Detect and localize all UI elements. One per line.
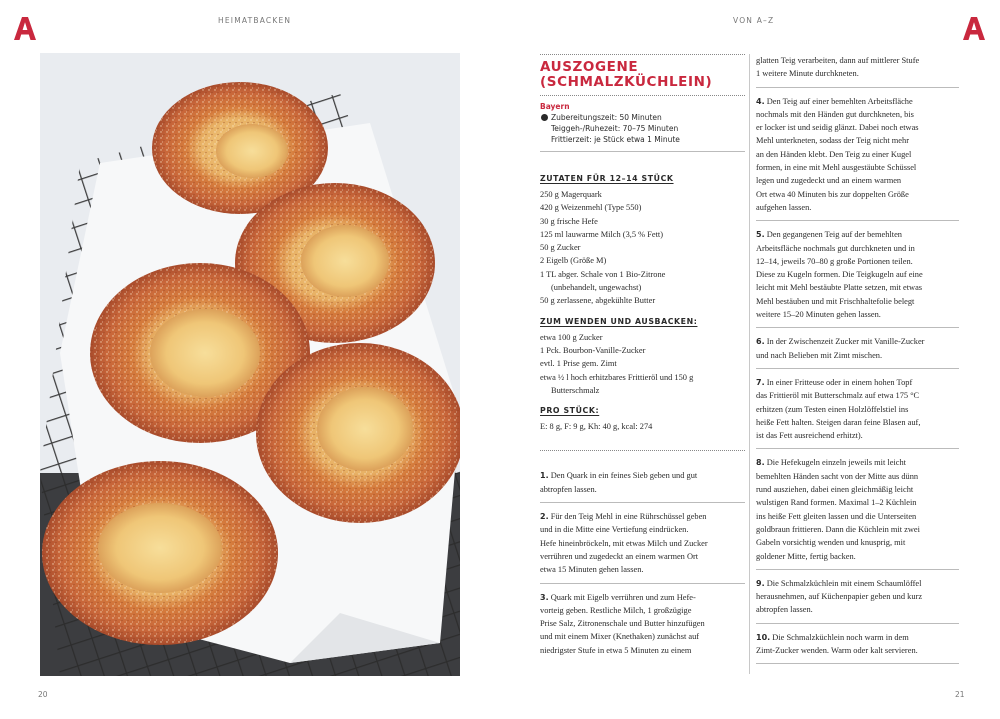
publisher-logo-icon bbox=[14, 16, 36, 40]
ingredients-heading: ZUTATEN FÜR 12–14 STÜCK bbox=[540, 174, 674, 183]
list-item: 1 Pck. Bourbon-Vanille-Zucker bbox=[540, 345, 646, 355]
clock-icon bbox=[541, 114, 548, 121]
step-2: 2. Für den Teig Mehl in eine Rührschüssel geben und in die Mitte eine Vertiefung eindrücken. Hefe hineinbröckeln, mit etwas Milch und Zucker verrühren und zugedeckt an einem warmen Ort etwa 15 Minuten gehen lassen. bbox=[540, 512, 708, 575]
divider bbox=[540, 583, 745, 584]
divider bbox=[756, 220, 959, 221]
column-separator bbox=[749, 54, 750, 674]
step-1: 1. Den Quark in ein feines Sieb geben und gut abtropfen lassen. bbox=[540, 471, 698, 494]
running-head-left: HEIMATBACKEN bbox=[218, 16, 292, 25]
nutrition-values: E: 8 g, F: 9 g, Kh: 40 g, kcal: 274 bbox=[540, 422, 653, 432]
list-item: 30 g frische Hefe bbox=[540, 216, 598, 226]
recipe-region: Bayern bbox=[540, 102, 570, 111]
step-9: 9. Die Schmalzküchlein mit einem Schaumlöffel herausnehmen, auf Küchenpapier geben und kurz abtropfen lassen. bbox=[756, 578, 923, 615]
list-item: 1 TL abger. Schale von 1 Bio-Zitrone bbox=[540, 269, 666, 279]
list-item: 50 g Zucker bbox=[540, 243, 581, 253]
coating-heading: ZUM WENDEN UND AUSBACKEN: bbox=[540, 316, 698, 326]
step-3: 3. Quark mit Eigelb verrühren und zum Hefe- vorteig geben. Restliche Milch, 1 großzügige Prise Salz, Zitronenschale und Butter hinzufügen und mit einem Mixer (Knethaken) zunächst auf niedrigster Stufe in etwa 5 Minuten zu einem bbox=[540, 592, 705, 655]
recipe-times: Zubereitungszeit: 50 Minuten Teiggeh-/Ruhezeit: 70–75 Minuten Frittierzeit: je Stück etwa 1 Minute bbox=[540, 112, 745, 145]
divider bbox=[756, 663, 959, 664]
divider bbox=[540, 502, 745, 503]
doughnut-photo-illustration bbox=[40, 53, 460, 676]
divider bbox=[756, 623, 959, 624]
step-4: 4. Den Teig auf einer bemehlten Arbeitsfläche nochmals mit den Händen gut durchkneten, bis er locker ist und seidig glänzt. Dabei noch etwas Mehl unterkneten, sodass der Teig nicht mehr an den Händen klebt. Den Teig zu einer Kugel formen, in eine mit Mehl ausgestäubte Schüssel legen und zugedeckt und an einem warmen Ort etwa 40 Minuten bis zur doppelten Größe aufgehen lassen. bbox=[756, 96, 919, 212]
list-item: 50 g zerlassene, abgekühlte Butter bbox=[540, 296, 656, 306]
divider bbox=[756, 87, 959, 88]
step-8: 8. Die Hefekugeln einzeln jeweils mit leicht bemehlten Händen sacht von der Mitte aus dünn rund ausziehen, dabei einen gleichmäßig leicht wulstigen Rand formen. Maximal 1–2 Küchlein ins heiße Fett gleiten lassen und die Unterseiten goldbraun frittieren. Dann die Küchlein mit zwei Gabeln vorsichtig wenden und knusprig, mit goldener Mitte, fertig backen. bbox=[756, 458, 920, 561]
list-item: (unbehandelt, ungewachst) bbox=[551, 283, 642, 293]
publisher-logo-icon bbox=[963, 16, 985, 40]
list-item: 420 g Weizenmehl (Type 550) bbox=[540, 203, 642, 213]
step-7: 7. In einer Fritteuse oder in einem hohen Topf das Frittieröl mit Butterschmalz auf etwa 175 °C erhitzen (zum Testen einen Holzlöffelstiel ins heiße Fett halten. Steigen daran feine Blasen auf, ist das Fett ausreichend erhitzt). bbox=[756, 377, 921, 441]
recipe-photo bbox=[40, 53, 460, 676]
ingredients-list bbox=[540, 188, 745, 308]
list-item: Butterschmalz bbox=[551, 385, 600, 395]
step-5: 5. Den gegangenen Teig auf der bemehlten Arbeitsfläche nochmals gut durchkneten und in 12–14, jeweils 70–80 g große Portionen teilen. Diese zu Kugeln formen. Die Teigkugeln auf eine leicht mit Mehl bestäubte Platte setzen, mit etwas Mehl bestäuben und mit Frischhaltefolie belegt weitere 15–20 Minuten gehen lassen. bbox=[756, 230, 923, 320]
divider bbox=[540, 151, 745, 152]
divider bbox=[756, 448, 959, 449]
list-item: 125 ml lauwarme Milch (3,5 % Fett) bbox=[540, 229, 664, 239]
nutrition-heading: PRO STÜCK: bbox=[540, 406, 600, 416]
list-item: evtl. 1 Prise gem. Zimt bbox=[540, 359, 617, 369]
divider bbox=[756, 368, 959, 369]
dotted-divider bbox=[540, 450, 745, 451]
dotted-divider bbox=[540, 95, 745, 96]
list-item: 250 g Magerquark bbox=[540, 190, 602, 199]
step-6: 6. In der Zwischenzeit Zucker mit Vanille-Zucker und nach Belieben mit Zimt mischen. bbox=[756, 337, 925, 360]
divider bbox=[756, 569, 959, 570]
divider bbox=[756, 327, 959, 328]
coating-list bbox=[540, 331, 745, 397]
step-10: 10. Die Schmalzküchlein noch warm in dem Zimt-Zucker wenden. Warm oder kalt servieren. bbox=[756, 632, 918, 655]
recipe-column-left bbox=[540, 54, 745, 657]
page-number-right: 21 bbox=[955, 690, 965, 699]
list-item: etwa 100 g Zucker bbox=[540, 332, 603, 342]
step-3-continued: glatten Teig verarbeiten, dann auf mittlerer Stufe 1 weitere Minute durchkneten. bbox=[756, 56, 920, 79]
recipe-title: AUSZOGENE (SCHMALZKÜCHLEIN) bbox=[540, 59, 713, 90]
list-item: etwa ½ l hoch erhitzbares Frittieröl und 150 g bbox=[540, 372, 694, 382]
page-number-left: 20 bbox=[38, 690, 48, 699]
running-head-right: VON A–Z bbox=[733, 16, 775, 25]
recipe-column-right bbox=[756, 54, 959, 671]
list-item: 2 Eigelb (Größe M) bbox=[540, 256, 607, 266]
